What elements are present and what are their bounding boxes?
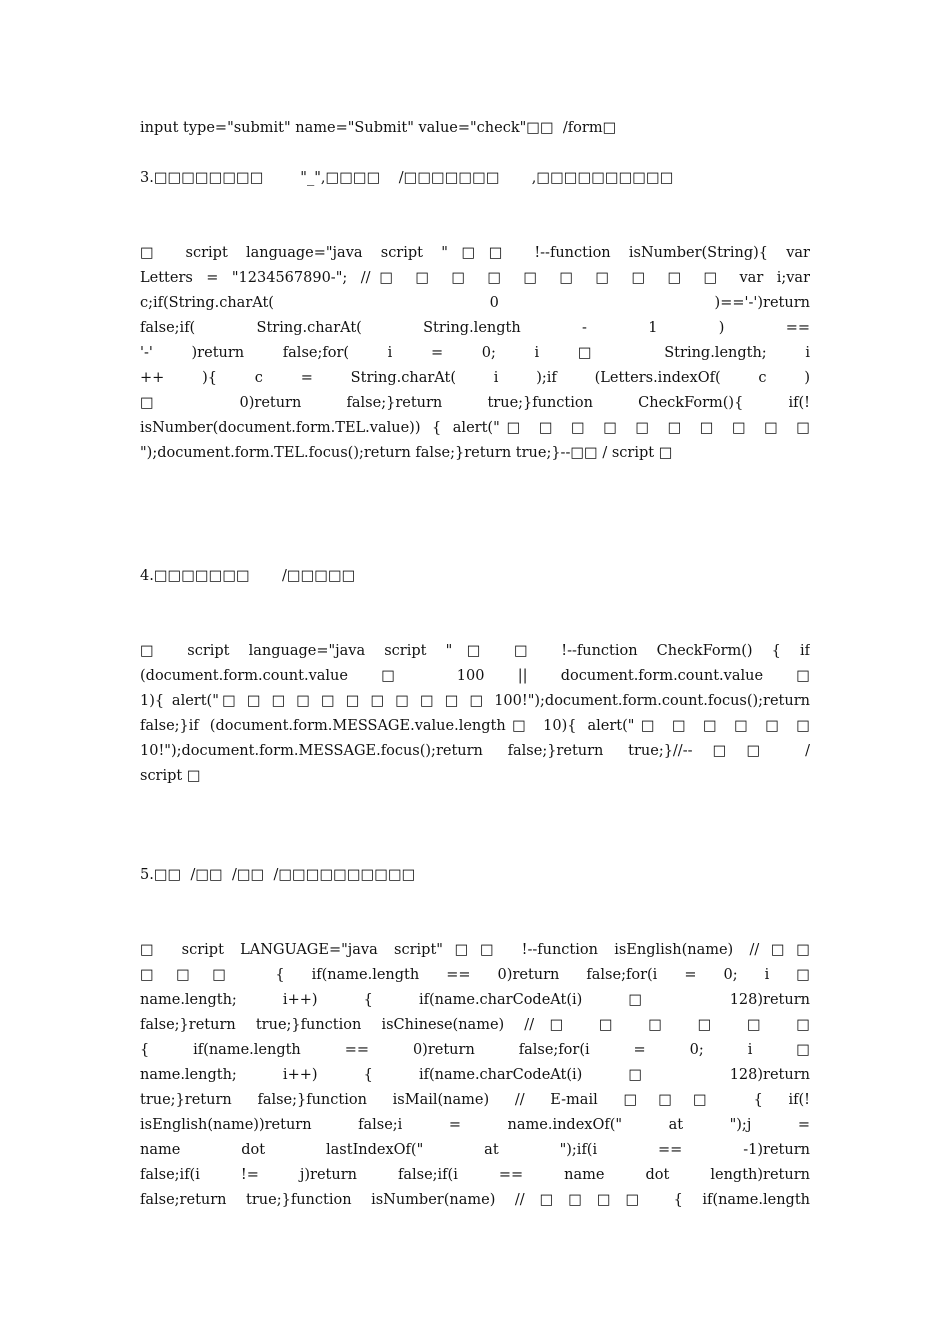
code-line: false;if(i != j)return false;if(i == name dot length)return [140,1167,810,1183]
code-line: name.length; i++) { if(name.charCodeAt(i) □ 128)return [140,1067,810,1083]
code-line: □□□ { if(name.length == 0)return false;for(i = 0; i □ [140,967,810,983]
code-line: script □ [140,768,201,784]
code-line: □ script language="java script "□ □ !--function CheckForm() { if [140,643,810,659]
code-line: false;return true;}function isNumber(name) //□□□□ { if(name.length [140,1192,810,1208]
code-line: Letters = "1234567890-"; //□ □ □ □ □ □ □ □ □ □ var i;var [140,270,810,286]
code-line: ++ ){ c = String.charAt( i );if (Letters.indexOf( c ) [140,370,810,386]
code-line: '-' )return false;for( i = 0; i □ String.length; i [140,345,810,361]
code-line: □ script language="java script "□□ !--function isNumber(String){ var [140,245,810,261]
code-line: c;if(String.charAt( 0 )=='-')return [140,295,810,311]
code-line: false;}if (document.form.MESSAGE.value.length□ 10){ alert("□ □ □ □ □ □ [140,718,810,734]
text-line-submit-input: input type="submit" name="Submit" value="check"□□ /form□ [140,120,617,136]
section-heading-3: 3.□□□□□□□□ "_",□□□□ /□□□□□□□ ,□□□□□□□□□□ [140,170,674,186]
section-heading-5: 5.□□ /□□ /□□ /□□□□□□□□□□ [140,867,416,883]
code-line: true;}return false;}function isMail(name) // E-mail □□□ { if(! [140,1092,810,1108]
code-line: □ script LANGUAGE="java script"□□ !--function isEnglish(name) //□□ [140,942,810,958]
code-line: □ 0)return false;}return true;}function CheckForm(){ if(! [140,395,810,411]
code-line: isEnglish(name))return false;i = name.indexOf(" at ");j = [140,1117,810,1133]
code-line: false;if( String.charAt( String.length - 1 ) == [140,320,810,336]
code-line: false;}return true;}function isChinese(name) //□ □ □ □ □ □ [140,1017,810,1033]
code-line: ");document.form.TEL.focus();return false;}return true;}--□□ / script □ [140,445,673,461]
code-line: 1){ alert("□ □ □ □ □ □ □ □ □ □ □ 100!");document.form.count.focus();return [140,693,810,709]
code-line: (document.form.count.value □ 100 || document.form.count.value □ [140,668,810,684]
section-heading-4: 4.□□□□□□□ /□□□□□ [140,568,356,584]
code-line: name.length; i++) { if(name.charCodeAt(i) □ 128)return [140,992,810,1008]
code-line: isNumber(document.form.TEL.value)) { alert("□ □ □ □ □ □ □ □ □ □ [140,420,810,436]
code-line: name dot lastIndexOf(" at ");if(i == -1)return [140,1142,810,1158]
code-line: 10!");document.form.MESSAGE.focus();return false;}return true;}//--□□ / [140,743,810,759]
code-line: { if(name.length == 0)return false;for(i = 0; i □ [140,1042,810,1058]
